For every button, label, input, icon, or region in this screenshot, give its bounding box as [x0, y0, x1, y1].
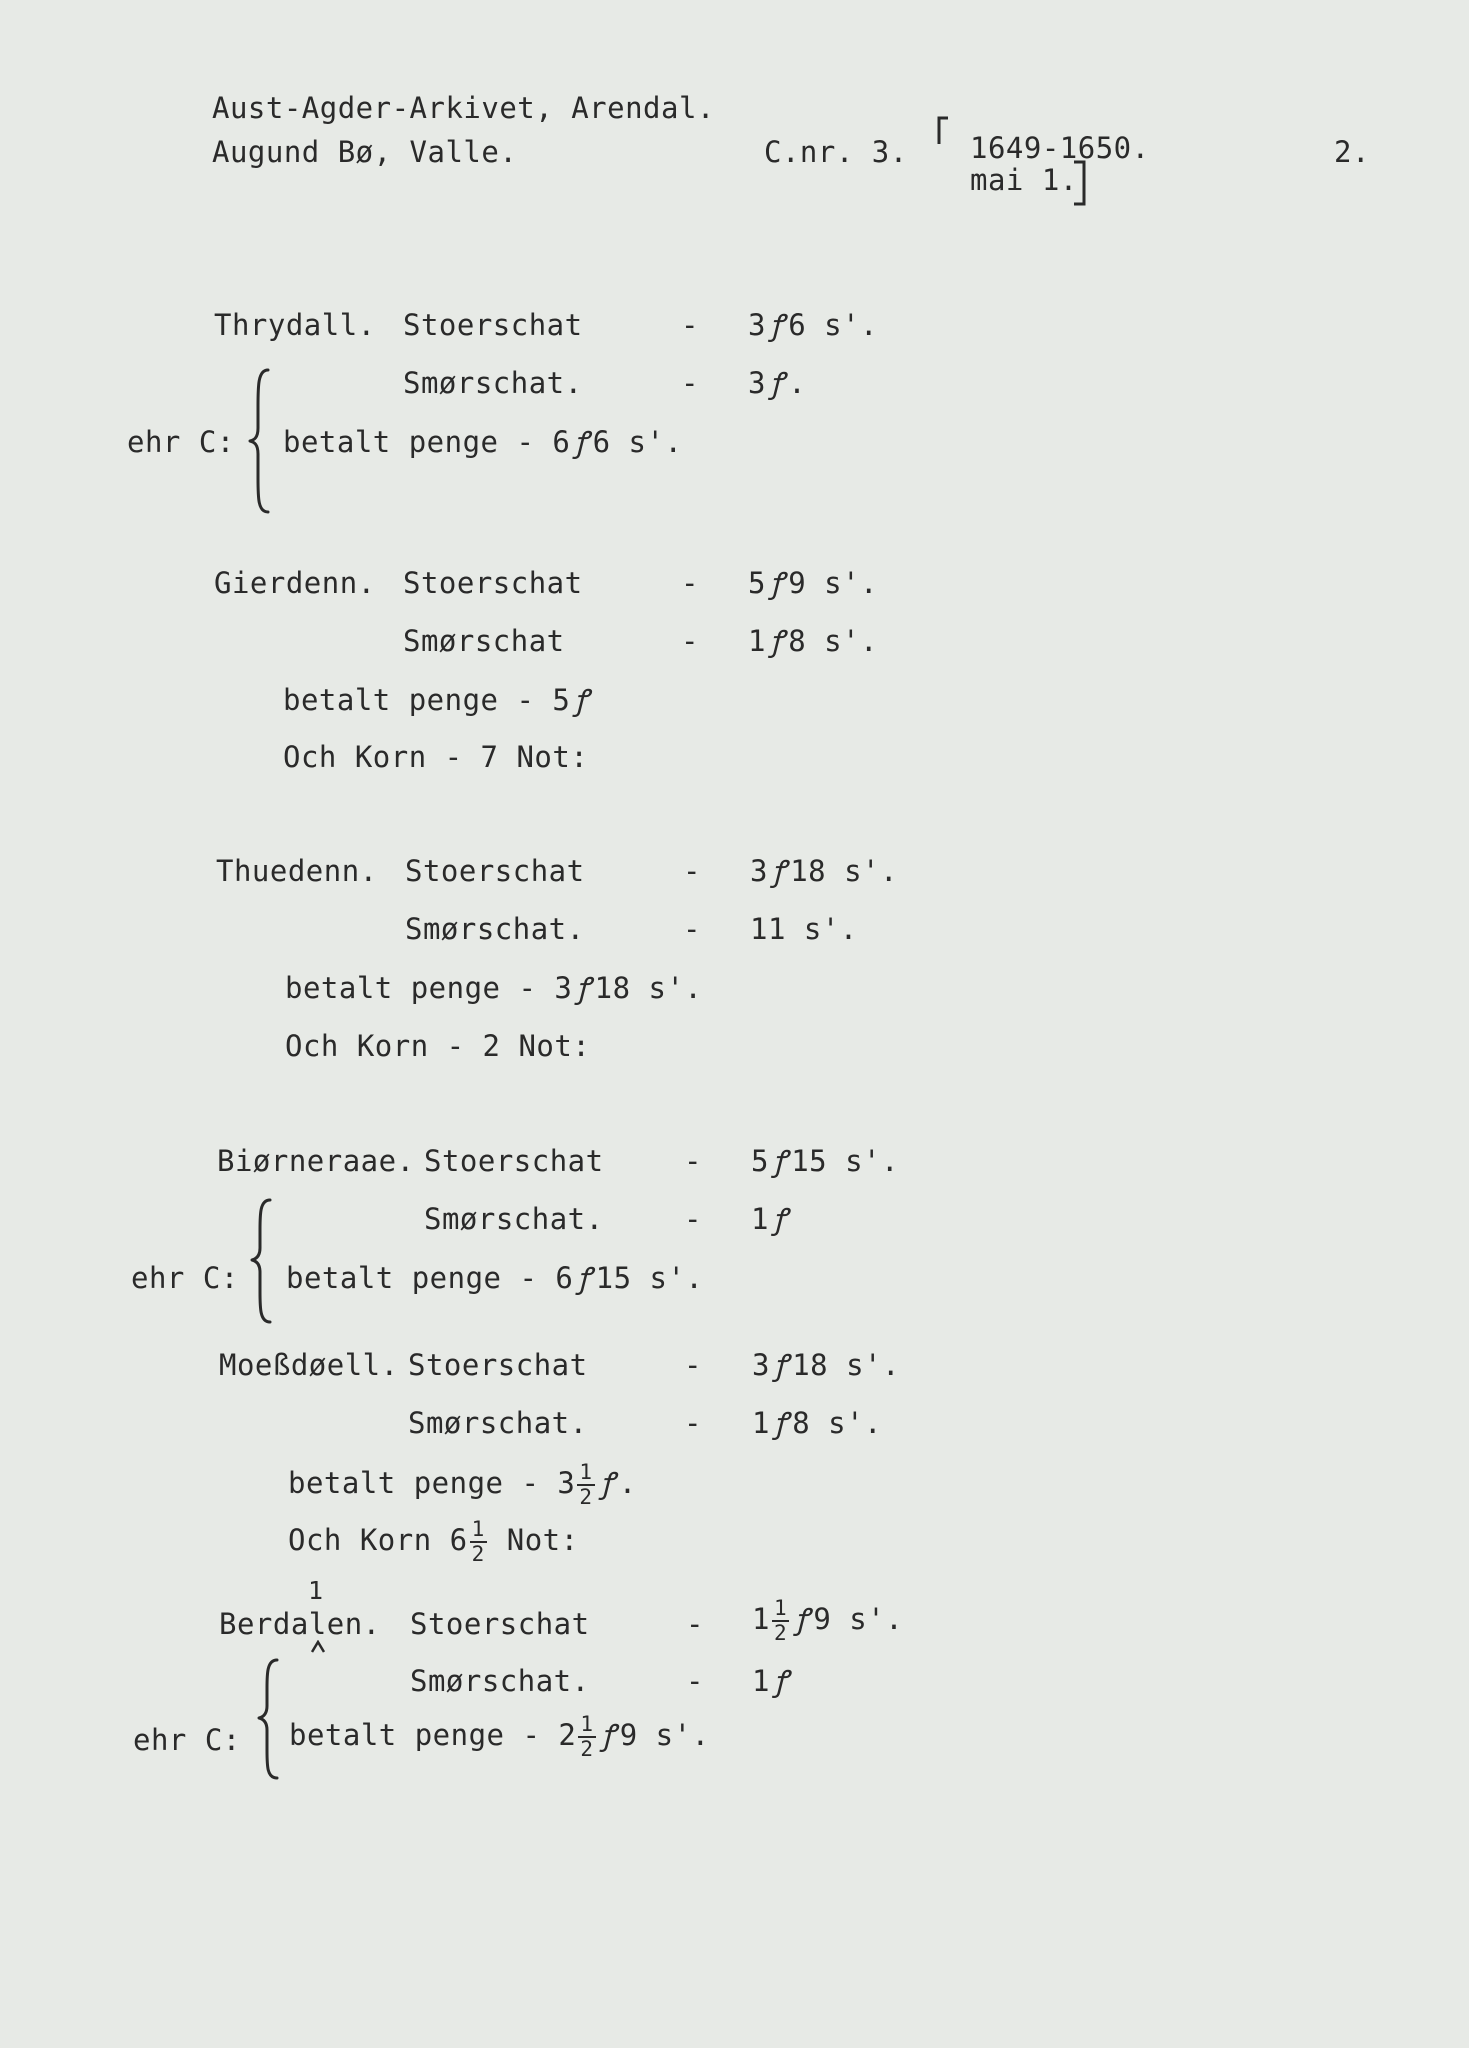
- currency-symbol: ꝭ: [773, 1406, 789, 1440]
- smorschat-label: Smørschat.: [403, 366, 583, 400]
- stoerschat-amount: 3 ꝭ 6 s'.: [748, 308, 879, 342]
- smorschat-amount: 3 ꝭ .: [748, 366, 807, 400]
- dash: -: [681, 308, 699, 342]
- korn-line: Och Korn - 2 Not:: [285, 1029, 591, 1063]
- ehr-c-label: ehr C:: [127, 425, 235, 459]
- ehr-c-label: ehr C:: [131, 1261, 239, 1295]
- stoerschat-amount: 5 ꝭ 9 s'.: [748, 566, 879, 600]
- currency-symbol: ꝭ: [574, 425, 589, 459]
- brace-icon: [246, 366, 276, 516]
- betalt-penge: betalt penge - 6 ꝭ 6 s'.: [283, 425, 683, 459]
- fraction: $\frac{1}{2}$: [579, 1460, 593, 1509]
- farm-name: Moeßdøell.: [219, 1348, 399, 1382]
- stoerschat-label: Stoerschat: [410, 1607, 590, 1641]
- currency-symbol: ꝭ: [773, 1664, 789, 1698]
- stoerschat-label: Stoerschat: [403, 308, 583, 342]
- currency-symbol: ꝭ: [772, 1144, 788, 1178]
- currency-symbol: ꝭ: [769, 566, 785, 600]
- farm-name: Thrydall.: [214, 308, 376, 342]
- close-bracket: [1072, 160, 1088, 206]
- currency-symbol: ꝭ: [769, 308, 785, 342]
- stoerschat-label: Stoerschat: [403, 566, 583, 600]
- smorschat-label: Smørschat.: [424, 1202, 604, 1236]
- stoerschat-amount: 1 $\frac{1}{2}$ ꝭ 9 s'.: [752, 1596, 904, 1645]
- smorschat-amount: 1 ꝭ 8 s'.: [752, 1406, 883, 1440]
- currency-symbol: ꝭ: [769, 624, 785, 658]
- open-bracket: [936, 116, 950, 146]
- date: mai 1.: [970, 163, 1078, 197]
- dash: -: [686, 1607, 704, 1641]
- fraction: $\frac{1}{2}$: [471, 1517, 485, 1566]
- page-number: 2.: [1334, 135, 1370, 169]
- dash: -: [681, 566, 699, 600]
- stoerschat-label: Stoerschat: [405, 854, 585, 888]
- farm-name: Gierdenn.: [214, 566, 376, 600]
- smorschat-label: Smørschat.: [410, 1664, 590, 1698]
- smorschat-amount: 11 s'.: [750, 912, 858, 946]
- farm-name: Thuedenn.: [216, 854, 378, 888]
- dash: -: [683, 854, 701, 888]
- currency-symbol: ꝭ: [600, 1466, 615, 1500]
- year-range: 1649-1650.: [970, 131, 1150, 165]
- dash: -: [681, 366, 699, 400]
- fraction: $\frac{1}{2}$: [773, 1596, 788, 1645]
- stoerschat-label: Stoerschat: [408, 1348, 588, 1382]
- currency-symbol: ꝭ: [771, 854, 787, 888]
- betalt-penge: betalt penge - 3 ꝭ 18 s'.: [285, 971, 703, 1005]
- currency-symbol: ꝭ: [772, 1202, 788, 1236]
- dash: -: [684, 1348, 702, 1382]
- korn-line: Och Korn 6 $\frac{1}{2}$ Not:: [288, 1517, 579, 1566]
- dash: -: [684, 1406, 702, 1440]
- smorschat-label: Smørschat: [403, 624, 565, 658]
- brace-icon: [248, 1196, 278, 1326]
- currency-symbol: ꝭ: [574, 683, 589, 717]
- stoerschat-amount: 5 ꝭ 15 s'.: [751, 1144, 899, 1178]
- smorschat-amount: 1 ꝭ 8 s'.: [748, 624, 879, 658]
- dash: -: [681, 624, 699, 658]
- archive-name: Aust-Agder-Arkivet, Arendal.: [212, 91, 715, 125]
- farm-name: Biørneraae.: [217, 1144, 415, 1178]
- betalt-penge: betalt penge - 5 ꝭ: [283, 683, 589, 717]
- place-name: Augund Bø, Valle.: [212, 135, 518, 169]
- betalt-penge: betalt penge - 6 ꝭ 15 s'.: [286, 1261, 704, 1295]
- case-number: C.nr. 3.: [764, 135, 908, 169]
- currency-symbol: ꝭ: [577, 1261, 592, 1295]
- currency-symbol: ꝭ: [601, 1718, 616, 1752]
- caret-icon: [311, 1640, 325, 1654]
- smorschat-amount: 1 ꝭ: [751, 1202, 788, 1236]
- currency-symbol: ꝭ: [773, 1348, 789, 1382]
- dash: -: [684, 1202, 702, 1236]
- dash: -: [686, 1664, 704, 1698]
- currency-symbol: ꝭ: [769, 366, 785, 400]
- smorschat-label: Smørschat.: [405, 912, 585, 946]
- currency-symbol: ꝭ: [576, 971, 591, 1005]
- smorschat-amount: 1 ꝭ: [752, 1664, 789, 1698]
- betalt-penge: betalt penge - 3 $\frac{1}{2}$ ꝭ .: [288, 1460, 637, 1509]
- korn-line: Och Korn - 7 Not:: [283, 740, 589, 774]
- farm-name: Berdalen.: [219, 1607, 381, 1641]
- dash: -: [683, 912, 701, 946]
- fraction: $\frac{1}{2}$: [580, 1712, 594, 1761]
- stoerschat-amount: 3 ꝭ 18 s'.: [752, 1348, 900, 1382]
- insertion-mark: 1: [308, 1576, 324, 1605]
- ehr-c-label: ehr C:: [133, 1723, 241, 1757]
- stoerschat-label: Stoerschat: [424, 1144, 604, 1178]
- dash: -: [684, 1144, 702, 1178]
- brace-icon: [255, 1656, 285, 1782]
- stoerschat-amount: 3 ꝭ 18 s'.: [750, 854, 898, 888]
- smorschat-label: Smørschat.: [408, 1406, 588, 1440]
- currency-symbol: ꝭ: [795, 1602, 810, 1636]
- betalt-penge: betalt penge - 2 $\frac{1}{2}$ ꝭ 9 s'.: [289, 1712, 710, 1761]
